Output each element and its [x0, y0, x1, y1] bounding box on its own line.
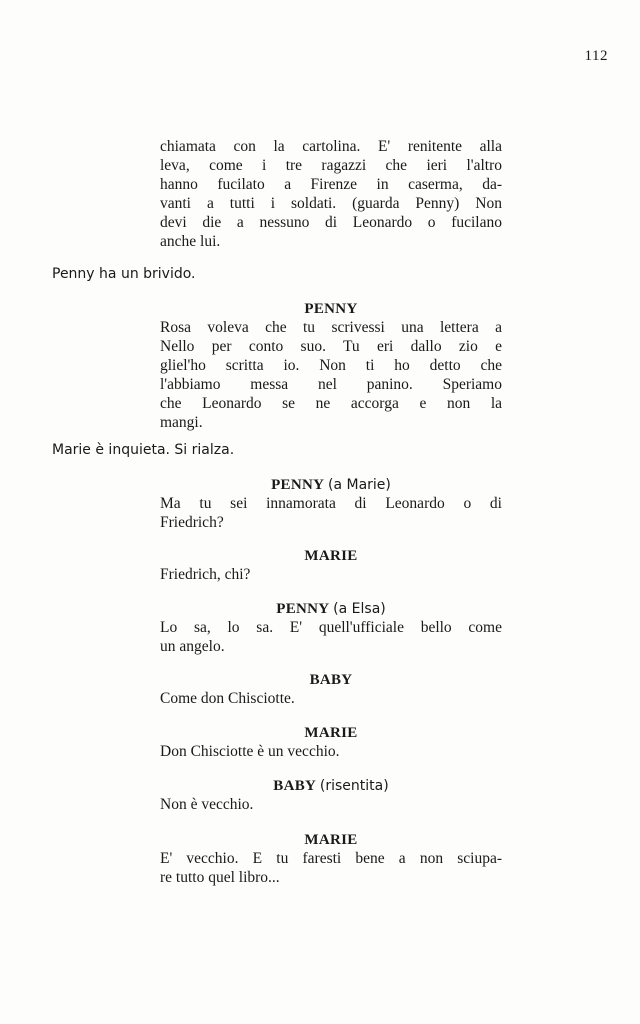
speaker-cue [160, 600, 502, 618]
speaker-cue [160, 724, 502, 742]
dialogue-line: devi die a nessuno di Leonardo o fucilano [160, 214, 502, 231]
dialogue-line: Friedrich? [160, 514, 224, 531]
dialogue-line: Come don Chisciotte. [160, 690, 295, 707]
speaker-cue [160, 671, 502, 689]
speaker-name: PENNY [271, 477, 325, 493]
dialogue-block [160, 494, 502, 532]
speaker-cue [160, 777, 502, 795]
dialogue-block [160, 565, 502, 584]
dialogue-line: E' vecchio. E tu faresti bene a non sciupa- [160, 850, 502, 867]
speaker-cue [160, 831, 502, 849]
speaker-parenthetical: (risentita) [319, 778, 389, 794]
speaker-name: MARIE [304, 725, 358, 741]
dialogue-line: che Leonardo se ne accorga e non la [160, 395, 502, 412]
speaker-name: BABY [309, 672, 353, 688]
dialogue-line: Friedrich, chi? [160, 566, 251, 583]
dialogue-line: chiamata con la cartolina. E' renitente alla [160, 138, 502, 155]
dialogue-line: mangi. [160, 414, 203, 431]
speaker-name: BABY [273, 778, 317, 794]
dialogue-line: l'abbiamo messa nel panino. Speriamo [160, 376, 502, 393]
speaker-cue [160, 300, 502, 318]
speaker-name: MARIE [304, 548, 358, 564]
dialogue-line: gliel'ho scritta io. Non ti ho detto che [160, 357, 502, 374]
dialogue-line: Rosa voleva che tu scrivessi una lettera a [160, 319, 502, 336]
speaker-name: PENNY [276, 601, 330, 617]
dialogue-block [160, 689, 502, 708]
stage-direction: Marie è inquieta. Si rialza. [52, 442, 235, 458]
speaker-name: MARIE [304, 832, 358, 848]
dialogue-line: re tutto quel libro... [160, 869, 280, 886]
speaker-cue [160, 476, 502, 494]
stage-direction: Penny ha un brivido. [52, 266, 196, 282]
dialogue-line: leva, come i tre ragazzi che ieri l'altro [160, 157, 502, 174]
dialogue-block [160, 742, 502, 761]
dialogue-block [160, 137, 502, 251]
dialogue-line: vanti a tutti i soldati. (guarda Penny) Non [160, 195, 502, 212]
dialogue-block [160, 795, 502, 814]
speaker-cue [160, 547, 502, 565]
dialogue-line: Ma tu sei innamorata di Leonardo o di [160, 495, 502, 512]
speaker-name: PENNY [304, 301, 358, 317]
dialogue-line: Nello per conto suo. Tu eri dallo zio e [160, 338, 502, 355]
speaker-parenthetical: (a Marie) [328, 477, 391, 493]
dialogue-line: anche lui. [160, 233, 221, 250]
dialogue-block [160, 849, 502, 887]
dialogue-block [160, 318, 502, 432]
dialogue-line: Don Chisciotte è un vecchio. [160, 743, 340, 760]
dialogue-line: Lo sa, lo sa. E' quell'ufficiale bello come [160, 619, 502, 636]
dialogue-line: un angelo. [160, 638, 225, 655]
dialogue-block [160, 618, 502, 656]
speaker-parenthetical: (a Elsa) [333, 601, 386, 617]
page-number: 112 [584, 48, 608, 64]
dialogue-line: Non è vecchio. [160, 796, 254, 813]
dialogue-line: hanno fucilato a Firenze in caserma, da- [160, 176, 502, 193]
